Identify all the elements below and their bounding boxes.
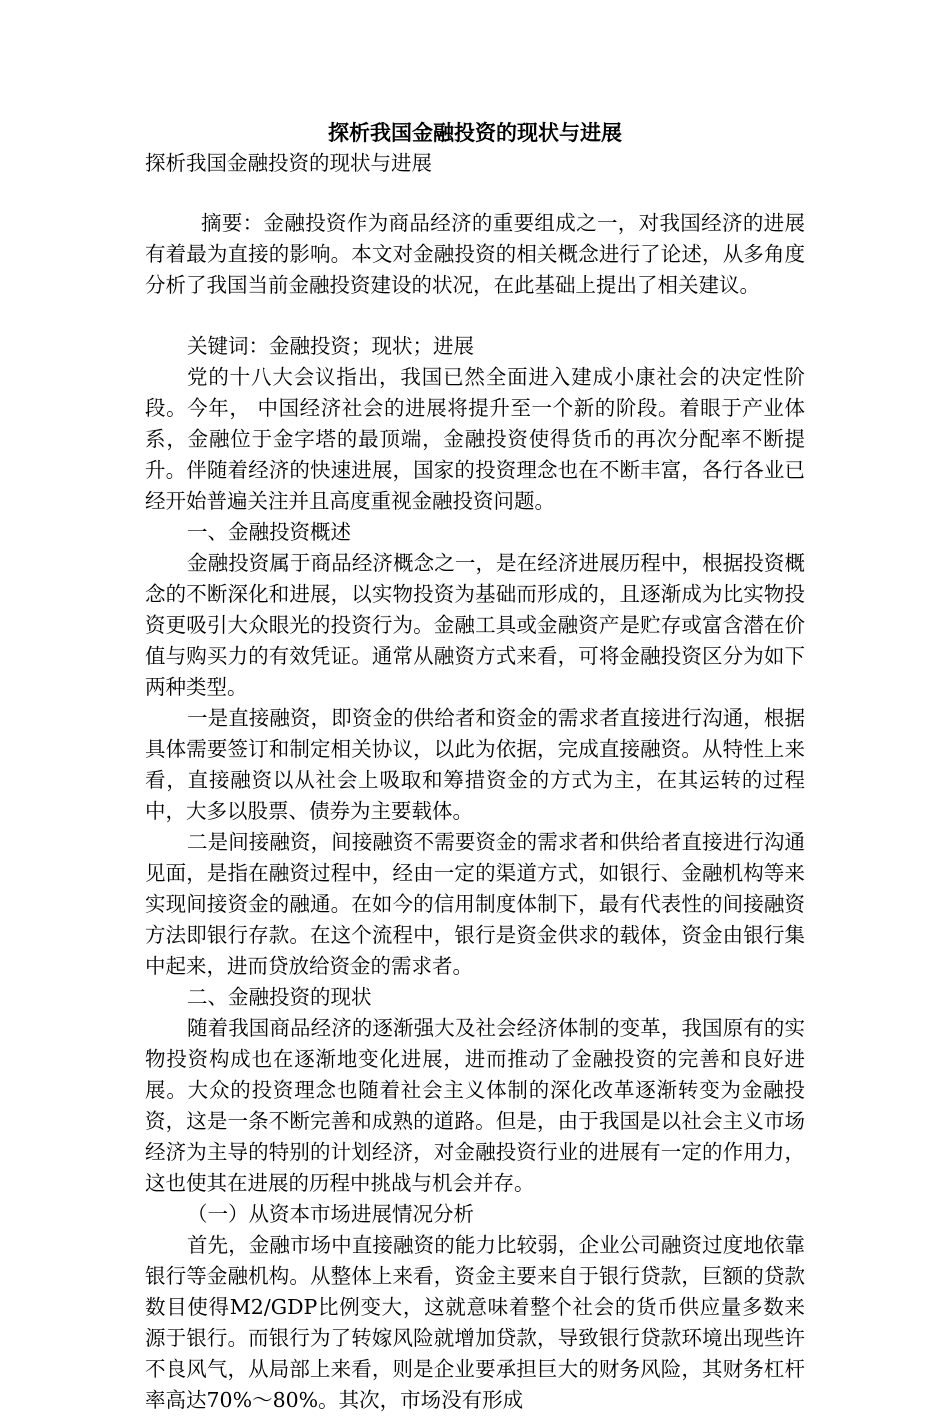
document-page: [145, 118, 805, 1416]
body-paragraph: 党的十八大会议指出，我国已然全面进入建成小康社会的决定性阶段。今年， 中国经济社会的进展将提升至一个新的阶段。着眼于产业体系，金融位于金字塔的最顶端，金融投资使得货币的再次分配率不断提升。伴随着经济的快速进展，国家的投资理念也在不断丰富，各行各业已经开始普遍关注并且高度重视金融投资问题。: [145, 365, 805, 513]
document-title: 探析我国金融投资的现状与进展: [328, 121, 622, 145]
body-paragraph: 二是间接融资，间接融资不需要资金的需求者和供给者直接进行沟通见面，是指在融资过程中，经由一定的渠道方式，如银行、金融机构等来实现间接资金的融通。在如今的信用制度体制下，最有代表性的间接融资方法即银行存款。在这个流程中，银行是资金供求的载体，资金由银行集中起来，进而贷放给资金的需求者。: [145, 830, 805, 978]
abstract-paragraph: 摘要：金融投资作为商品经济的重要组成之一，对我国经济的进展有着最为直接的影响。本文对金融投资的相关概念进行了论述，从多角度分析了我国当前金融投资建设的状况，在此基础上提出了相关建议。: [145, 211, 805, 297]
keywords-line: 关键词：金融投资；现状；进展: [187, 334, 474, 358]
blank-line: [145, 301, 805, 331]
body-paragraph: 金融投资属于商品经济概念之一，是在经济进展历程中，根据投资概念的不断深化和进展，以实物投资为基础而形成的，且逐渐成为比实物投资更吸引大众眼光的投资行为。金融工具或金融资产是贮存或富含潜在价值与购买力的有效凭证。通常从融资方式来看，可将金融投资区分为如下两种类型。: [145, 551, 805, 699]
body-paragraph: 首先，金融市场中直接融资的能力比较弱，企业公司融资过度地依靠银行等金融机构。从整体上来看，资金主要来自于银行贷款，巨额的贷款数目使得M2/GDP比例变大，这就意味着整个社会的货币供应量多数来源于银行。而银行为了转嫁风险就增加贷款，导致银行贷款环境出现些许不良风气，从局部上来看，则是企业要承担巨大的财务风险，其财务杠杆率高达70%～80%。其次，市场没有形成: [145, 1233, 805, 1412]
section-heading: 二、金融投资的现状: [187, 985, 372, 1009]
subsection-heading: （一）从资本市场进展情况分析: [187, 1202, 474, 1226]
body-paragraph: 随着我国商品经济的逐渐强大及社会经济体制的变革，我国原有的实物投资构成也在逐渐地变化进展，进而推动了金融投资的完善和良好进展。大众的投资理念也随着社会主义体制的深化改革逐渐转变为金融投资，这是一条不断完善和成熟的道路。但是，由于我国是以社会主义市场经济为主导的特别的计划经济，对金融投资行业的进展有一定的作用力，这也使其在进展的历程中挑战与机会并存。: [145, 1016, 805, 1195]
section-heading: 一、金融投资概述: [187, 520, 351, 544]
blank-line: [145, 178, 805, 208]
document-subtitle: 探析我国金融投资的现状与进展: [145, 151, 432, 175]
body-paragraph: 一是直接融资，即资金的供给者和资金的需求者直接进行沟通，根据具体需要签订和制定相关协议，以此为依据，完成直接融资。从特性上来看，直接融资以从社会上吸取和筹措资金的方式为主，在其运转的过程中，大多以股票、债券为主要载体。: [145, 706, 805, 823]
